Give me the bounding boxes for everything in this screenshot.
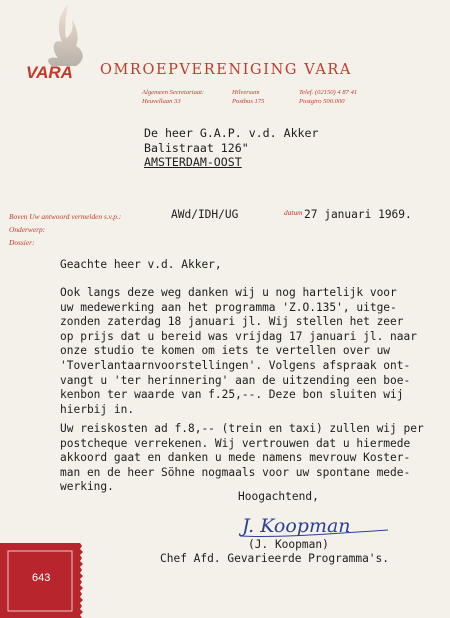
date-label: datum [284, 208, 303, 217]
paragraph-line: akkoord gaat en danken u mede namens mevrouw Koster- [60, 451, 411, 465]
paragraph-line: werking. [60, 480, 114, 494]
postbox: Postbus 175 [232, 98, 265, 105]
reference-value: AWd/IDH/UG [171, 208, 239, 221]
signer-title: Chef Afd. Gevarieerde Programma's. [160, 552, 390, 565]
reference-label: Boven Uw antwoord vermelden s.v.p.: [9, 212, 122, 221]
paragraph-line: zonden zaterdag 18 januari jl. Wij stellen het zeer [60, 315, 404, 329]
paragraph-line: kenbon ter waarde van f.25,--. Deze bon sluiten wij [60, 388, 404, 402]
recipient-address [144, 126, 319, 170]
closing: Hoogachtend, [238, 490, 319, 503]
phone-number: Telef. (02150) 4 87 41 [299, 89, 358, 96]
paragraph-line: postcheque verrekenen. Wij vertrouwen dat u hiermede [60, 436, 411, 450]
paragraph-line: hierbij in. [60, 402, 135, 416]
recipient-city: AMSTERDAM-OOST [144, 155, 242, 169]
logo-text: VARA [26, 63, 73, 82]
paragraph-2 [60, 422, 424, 495]
signer-name: (J. Koopman) [248, 538, 329, 551]
address-label: Algemeen Secretariaat: [142, 89, 205, 96]
signature-text: J. Koopman [242, 515, 351, 537]
paragraph-line: op prijs dat u bereid was vrijdag 17 januari jl. naar [60, 329, 417, 343]
stamp-number: 643 [32, 572, 51, 584]
paragraph-1 [60, 286, 417, 417]
subject-label: Onderwerp: [9, 225, 46, 234]
recipient-name: De heer G.A.P. v.d. Akker [144, 126, 319, 140]
handwritten-signature [238, 510, 398, 540]
paragraph-line: vangt u 'ter herinnering' aan de uitzending een boe- [60, 373, 411, 387]
recipient-street: Balistraat 126" [144, 140, 249, 155]
paragraph-line: Uw reiskosten ad f.8,-- (trein en taxi) zullen wij per [60, 422, 424, 435]
letter-date: 27 januari 1969. [304, 208, 412, 221]
paragraph-line: 'Toverlantaarnvoorstellingen'. Volgens afspraak ont- [60, 358, 411, 372]
salutation: Geachte heer v.d. Akker, [60, 258, 222, 271]
paragraph-line: man en de heer Söhne nogmaals voor uw spontane mede- [60, 465, 411, 479]
postgiro: Postgiro 500.000 [299, 98, 345, 105]
dossier-label: Dossier: [9, 238, 35, 247]
paragraph-line: uw medewerking aan het programma 'Z.O.135', uitge- [60, 300, 397, 314]
city: Hilversum [232, 89, 260, 96]
paragraph-line: Ook langs deze weg danken wij u nog hartelijk voor [60, 286, 397, 299]
organization-name: OMROEPVERENIGING VARA [100, 62, 352, 78]
paragraph-line: onze studio te komen om iets te vertellen over uw [60, 344, 391, 358]
street-address: Heuvellaan 33 [142, 98, 181, 105]
